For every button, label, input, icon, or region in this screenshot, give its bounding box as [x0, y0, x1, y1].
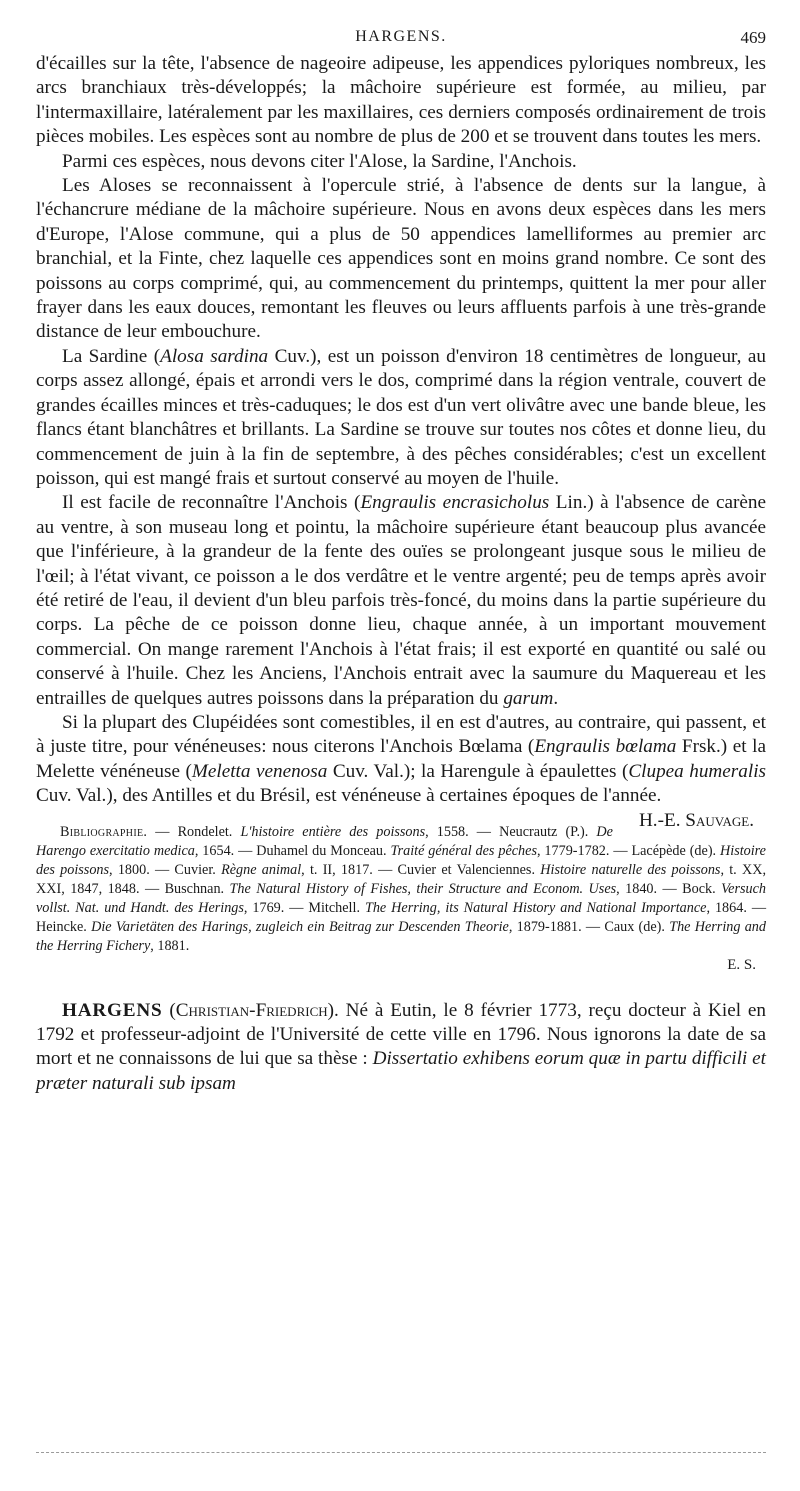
work-title: Die Varietäten des Harings, zugleich ein Beitrag zur Descenden Theorie — [91, 918, 509, 935]
bibliography — [36, 823, 766, 975]
author-signature: H.-E. Sauvage. — [638, 809, 754, 831]
bibliography-signature: E. S. — [727, 956, 756, 973]
text-run: Il est facile de reconnaître l'Anchois ( — [62, 492, 361, 514]
paragraph-text: d'écailles sur la tête, l'absence de nageoire adipeuse, les appendices pyloriques nombreux, les arcs branchiaux très-développés; la mâchoire supérieure est formée, au milieu, par l'intermaxillaire, latéralement par les maxillaires, ces derniers composés ordinairement de trois pièces mobiles. Les espèces sont au nombre de plus de 200 et se trouvent dans toutes les mers. — [36, 53, 766, 148]
text-run: Cuv.), est un poisson d'environ 18 centimètres de longueur, au corps assez allongé, épais et arrondi vers le dos, comprimé dans la région ventrale, couvert de grandes écailles minces et très-caduques; le dos est d'un vert olivâtre avec une bande bleue, les flancs étant blanchâtres et brillants. La Sardine se trouve sur toutes nos côtes et donne lieu, du commencement de juin à la fin de septembre, à des pêches considérables; c'est un excellent poisson, qui est mangé frais et surtout conservé au moyen de l'huile. — [36, 345, 766, 489]
thesis-title: Dissertatio exhibens eorum quæ in partu difficili et præter naturali sub ipsam — [36, 1048, 766, 1094]
work-title: Histoire des poissons — [36, 842, 766, 878]
species-name: Engraulis bœlama — [534, 736, 677, 758]
text-run: , 1879-1881. — Caux (de). — [508, 918, 670, 935]
work-title: The Herring and the Herring Fichery — [36, 918, 766, 954]
text-run: , 1769. — Mitchell. — [243, 899, 365, 916]
page-number: 469 — [740, 28, 766, 47]
work-title: Traité général des pêches — [390, 842, 537, 859]
entry-headword: HARGENS — [62, 999, 163, 1021]
text-run: Né à Eutin, le 8 février 1773, reçu docteur à Kiel en 1792 et professeur-adjoint de l'Université de cette ville en 1796. Nous ignorons la date de sa mort et ne connaissons de lui que sa thèse : — [36, 999, 766, 1070]
text-run: Cuv. Val.), des Antilles et du Brésil, est vénéneuse à certaines époques de l'année. — [36, 785, 662, 807]
work-title: L'histoire entière des poissons — [240, 823, 426, 840]
footer-rule — [36, 1452, 766, 1453]
paragraph-species-list — [36, 150, 766, 174]
text-run: , t. XX, XXI, 1847, 1848. — Buschnan. — [36, 861, 767, 897]
text-run: Si la plupart des Clupéidées sont comestibles, il en est d'autres, au contraire, qui passent, et à juste titre, pour vénéneuses: nous citerons l'Anchois Bœlama ( — [36, 711, 766, 758]
entry-text — [36, 999, 766, 1097]
article-body — [36, 52, 767, 831]
work-title: De Harengo exercitatio medica — [36, 823, 613, 859]
paragraph-aloses — [36, 174, 766, 345]
paragraph-venomous-species — [36, 711, 766, 831]
text-run: Frsk.) et la Melette vénéneuse ( — [36, 736, 766, 782]
text-run: , 1800. — Cuvier. — [109, 861, 222, 878]
text-run: Cuv. Val.); la Harengule à épaulettes ( — [327, 760, 629, 782]
text-run: La Sardine ( — [62, 345, 161, 367]
entry-forenames: (Christian-Friedrich). — [162, 999, 346, 1021]
paragraph-sardine — [36, 345, 766, 491]
species-name: Meletta venenosa — [191, 760, 328, 782]
text-run: Lin.) à l'absence de carène au ventre, à son museau long et pointu, la mâchoire supérieure étant beaucoup plus avancée que l'inférieure, à la grandeur de la fente des ouïes se prolongeant jusque sous le milieu de l'œil; à l'état vivant, ce poisson a le dos verdâtre et le ventre argenté; peu de temps après avoir été retiré de l'eau, il devient d'un bleu parfois très-foncé, du moins dans la partie supérieure du corps. La pêche de ce poisson donne lieu, chaque année, à un important mouvement commercial. On mange rarement l'Anchois à l'état frais; il est exporté en quantité ou salé ou conservé à l'huile. Chez les Anciens, l'Anchois entrait avec la saumure du Maquereau et les entrailles de quelques autres poissons dans la préparation du — [36, 492, 767, 709]
page — [36, 24, 766, 1096]
text-run: , 1779-1782. — Lacépède (de). — [536, 842, 720, 859]
text-run: , t. II, 1817. — Cuvier et Valenciennes. — [301, 861, 541, 878]
work-title: The Natural History of Fishes, their Structure and Econom. Uses — [229, 880, 617, 897]
entry-hargens — [36, 999, 766, 1097]
paragraph-text: Les Aloses se reconnaissent à l'opercule strié, à l'absence de dents sur la langue, à l'échancrure médiane de la mâchoire supérieure. Nous en avons deux espèces dans les mers d'Europe, l'Alose commune, qui a plus de 50 appendices lamelliformes au premier arc branchial, et la Finte, chez laquelle ces appendices sont en moins grand nombre. Ce sont des poissons au corps comprimé, qui, au commencement du printemps, quittent la mer pour aller frayer dans les eaux douces, remontant les fleuves ou leurs affluents parfois à une très-grande distance de leur embouchure. — [36, 175, 766, 343]
bibliography-label: Bibliographie. — [60, 823, 148, 840]
work-title: Histoire naturelle des poissons — [540, 861, 721, 878]
paragraph-anchois — [36, 491, 766, 711]
term-garum: garum — [503, 687, 554, 709]
text-run: , 1654. — Duhamel du Monceau. — [194, 842, 391, 859]
running-head — [36, 24, 766, 52]
text-run: , 1881. — [150, 937, 190, 954]
species-name: Engraulis encrasicholus — [360, 492, 550, 514]
text-run: — Rondelet. — [147, 823, 241, 840]
bibliography-text — [36, 823, 766, 956]
work-title: The Herring, its Natural History and National Importance — [364, 899, 707, 916]
species-name: Alosa sardina — [160, 345, 269, 367]
species-name: Clupea humeralis — [628, 760, 766, 782]
paragraph-clupeidae-description — [36, 52, 766, 150]
text-run: , 1558. — Neucrautz (P.). — [425, 823, 597, 840]
work-title: Versuch vollst. Nat. und Handt. des Herings — [36, 880, 766, 916]
work-title: Règne animal — [221, 861, 302, 878]
paragraph-text: Parmi ces espèces, nous devons citer l'Alose, la Sardine, l'Anchois. — [62, 150, 577, 172]
running-title: HARGENS. — [355, 28, 447, 45]
text-run: , 1840. — Bock. — [616, 880, 722, 897]
text-run: , 1864. — Heincke. — [36, 899, 767, 935]
text-run: . — [553, 687, 559, 709]
